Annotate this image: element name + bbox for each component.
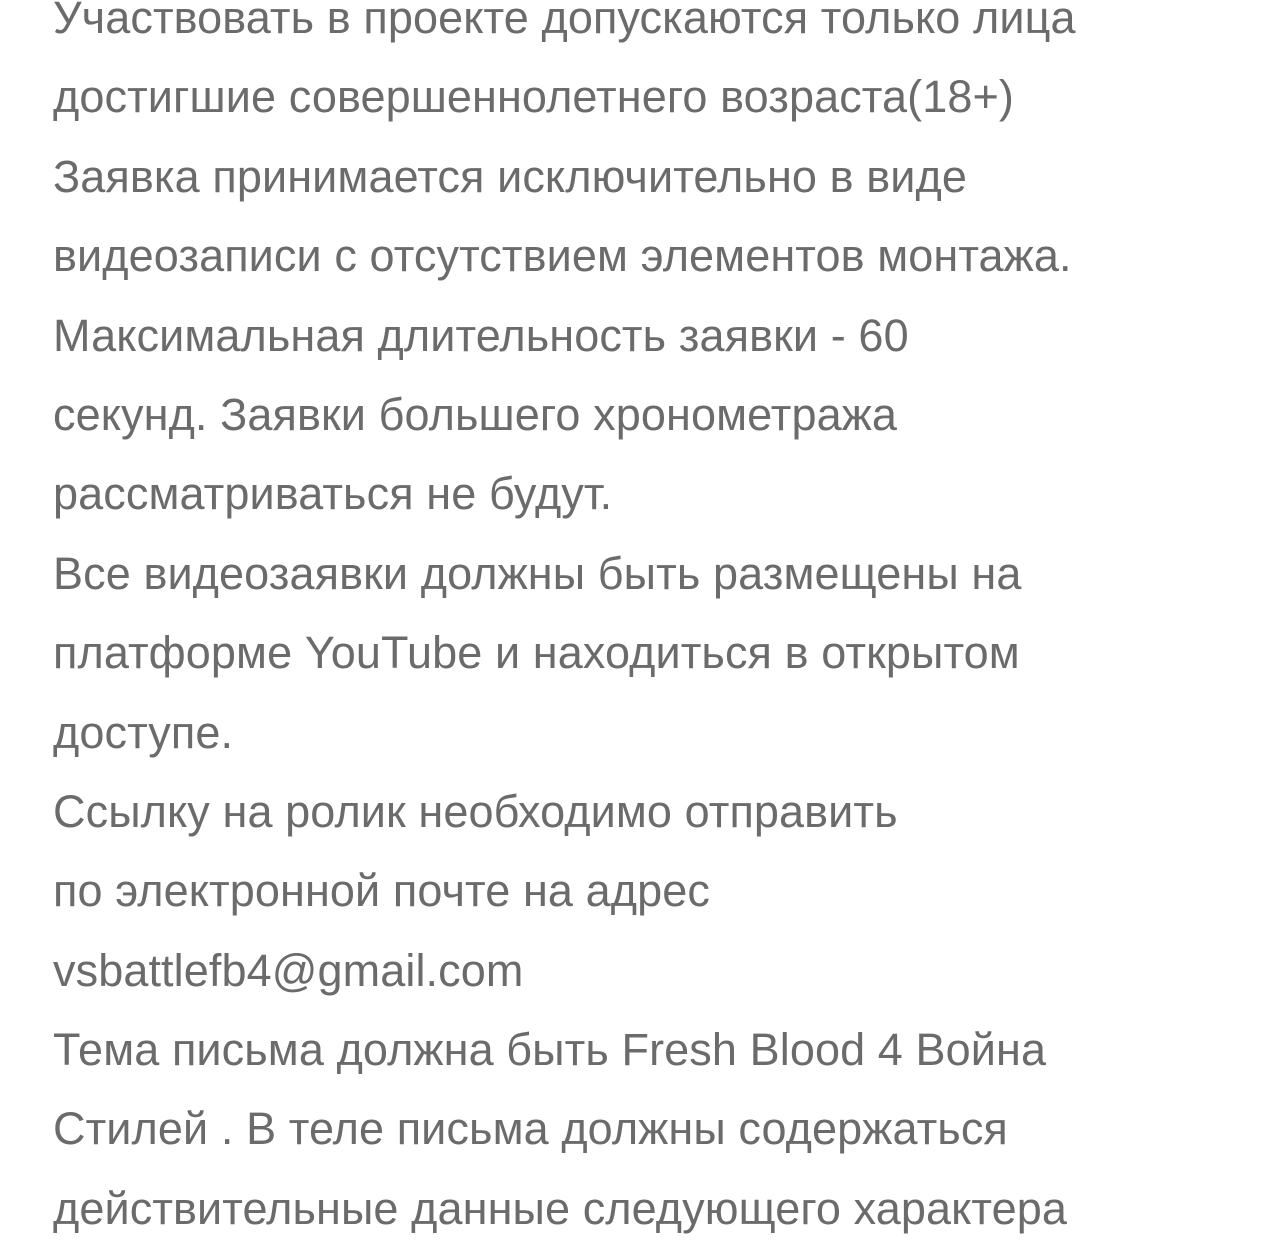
text-line: Тема письма должна быть Fresh Blood 4 Война xyxy=(53,1024,1047,1076)
text-line: Заявка принимается исключительно в виде xyxy=(53,150,967,202)
text-line: Максимальная длительность заявки - 60 xyxy=(53,309,909,361)
text-line: секунд. Заявки большего хронометража xyxy=(53,388,898,440)
text-line: доступе. xyxy=(53,706,234,758)
text-line: платформе YouTube и находиться в открытом xyxy=(53,627,1020,679)
text-line: действительные данные следующего характера xyxy=(53,1182,1067,1234)
text-line: достигшие совершеннолетнего возраста(18+) xyxy=(53,71,1014,123)
text-line: видеозаписи с отсутствием элементов монтажа. xyxy=(53,230,1072,282)
text-line: Участвовать в проекте допускаются только лица xyxy=(53,0,1076,43)
email-address: vsbattlefb4@gmail.com xyxy=(53,944,524,996)
text-line: Ссылку на ролик необходимо отправить xyxy=(53,785,898,837)
text-line: Стилей . В теле письма должны содержаться xyxy=(53,1103,1008,1155)
text-line: рассматриваться не будут. xyxy=(53,468,613,520)
message-text xyxy=(53,0,1273,1248)
text-line: по электронной почте на адрес xyxy=(53,865,710,917)
text-line: Все видеозаявки должны быть размещены на xyxy=(53,547,1022,599)
